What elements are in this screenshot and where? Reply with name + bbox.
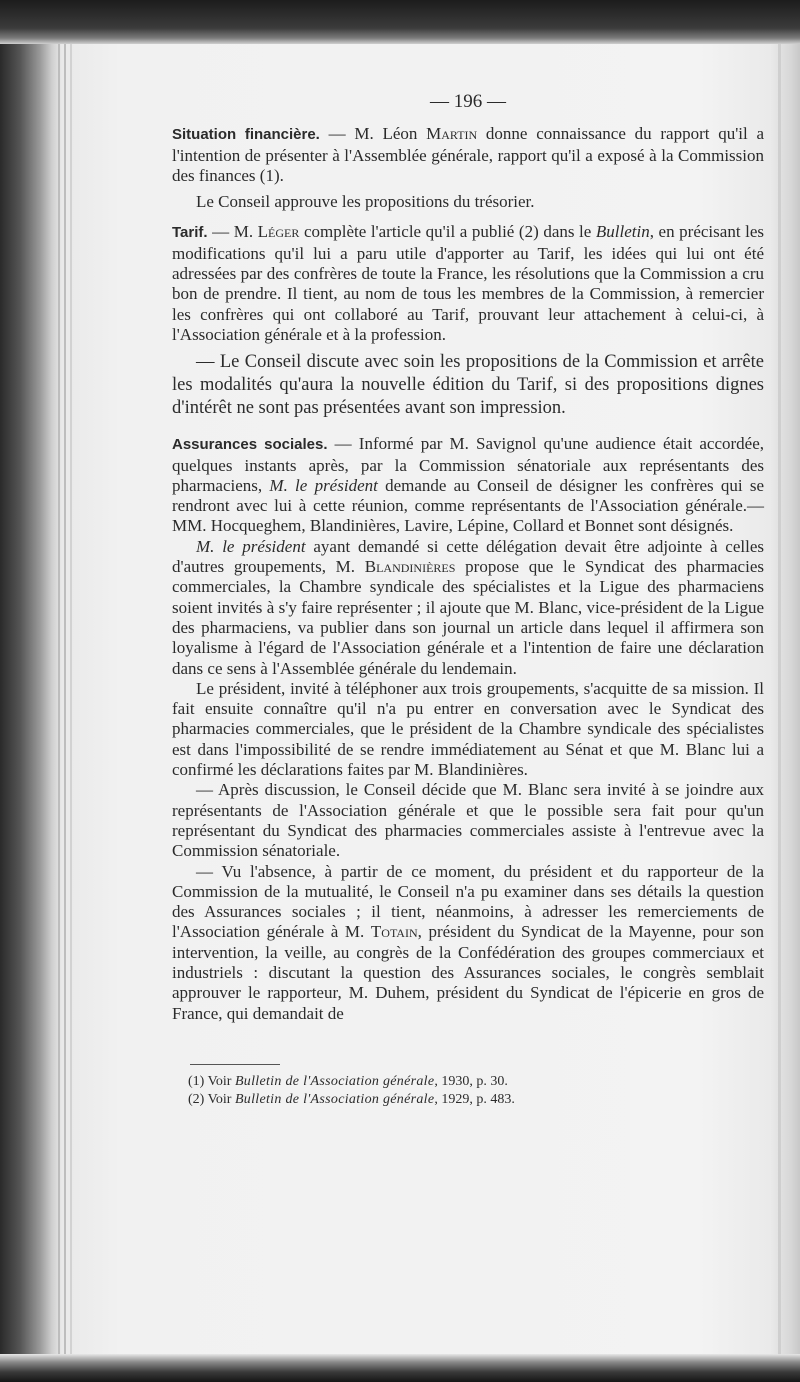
- text: — M. Léon: [319, 124, 427, 144]
- text: , en précisant les modifications qu'il lui a paru utile d'apporter au Tarif, les idées qui lui ont été adressées par des confrères de toute la France, les résolutions que la Commission a cru bon de prendre. Il tient, au nom de tous les membres de la Commission, à remercier les confrères qui ont collaboré au Tarif, prouvant leur attachement à celui-ci, à l'Association générale et à la profession.: [172, 222, 764, 344]
- page-edge-line: [58, 44, 60, 1354]
- text: Voir: [204, 1073, 235, 1089]
- person-name: Blandinières: [364, 557, 456, 577]
- italic-text: Bulletin de l'Association générale: [234, 1091, 435, 1107]
- text: — M.: [207, 222, 258, 242]
- italic-text: Bulletin: [595, 222, 650, 242]
- text: complète l'article qu'il a publié (2) dans le: [299, 222, 596, 242]
- paragraph: [172, 862, 764, 1024]
- page-edge-line: [64, 44, 66, 1354]
- text: , 1930, p. 30.: [434, 1073, 508, 1089]
- paragraph: [172, 537, 764, 679]
- scan-top-edge: [0, 0, 800, 44]
- section-heading: Tarif.: [172, 224, 208, 242]
- person-name: Martin: [426, 124, 478, 144]
- text: donne connaissance du rapport qu'il a l'intention de présenter à l'Assemblée générale, rapport qu'il a exposé à la Commission des finances (1).: [172, 124, 765, 185]
- text: — Informé par M. Savignol qu'une audience était accordée, quelques instants après, par la Commission sénatoriale aux représentants des pharmaciens,: [172, 434, 765, 495]
- footnote: [188, 1073, 764, 1091]
- paragraph: [172, 222, 764, 345]
- text: , président du Syndicat de la Mayenne, pour son intervention, la veille, au congrès de la Confédération des groupes commerciaux et industriels : discutant la question des Assurances sociales, le congrès semblait approuver le rapporteur, M. Duhem, président du Syndicat de l'épicerie en gros de France, qui demandait de: [172, 922, 764, 1023]
- text: — Vu l'absence, à partir de ce moment, du président et du rapporteur de la Commission de la mutualité, le Conseil n'a pu examiner dans ses détails la question des Assurances sociales ; il tient, néanmoins, à adresser les remerciements de l'Association générale à M.: [172, 861, 764, 942]
- text: ayant demandé si cette délégation devait être adjointe à celles d'autres groupements, M.: [172, 536, 764, 577]
- italic-text: M. le président: [196, 536, 306, 556]
- person-name: Totain: [370, 922, 418, 942]
- page-edge-line: [70, 44, 72, 1354]
- document-body: [172, 92, 764, 1109]
- paragraph: Le Conseil approuve les propositions du trésorier.: [196, 192, 535, 212]
- footnote-number: (1): [188, 1073, 205, 1089]
- text: , 1929, p. 483.: [434, 1091, 515, 1107]
- paragraph: Le président, invité à téléphoner aux trois groupements, s'acquitte de sa mission. Il fait ensuite connaître qu'il n'a pu entrer en conversation avec le Syndicat des pharmacies commerciales, que le président de la Chambre syndicale des spécialistes est dans l'impossibilité de se rendre immédiatement au Sénat et que M. Blanc lui a confirmé les déclarations faites par M. Blandinières.: [172, 678, 764, 780]
- footnote: [188, 1091, 764, 1109]
- scan-bottom-edge: [0, 1354, 800, 1382]
- text: Voir: [204, 1091, 235, 1107]
- person-name: Léger: [257, 222, 300, 242]
- section-heading: Assurances sociales.: [172, 436, 328, 454]
- paragraph: — Après discussion, le Conseil décide que M. Blanc sera invité à se joindre aux représentants de l'Association générale et que le possible sera fait pour qu'un représentant du Syndicat des pharmacies commerciales assiste à l'entrevue avec la Commission sénatoriale.: [172, 780, 764, 861]
- paragraph: [172, 434, 764, 536]
- footnote-number: (2): [188, 1091, 205, 1107]
- italic-text: Bulletin de l'Association générale: [234, 1073, 435, 1089]
- paragraph: — Le Conseil discute avec soin les propositions de la Commission et arrête les modalités qu'aura la nouvelle édition du Tarif, si des propositions dignes d'intérêt ne sont pas présentées avant son impression.: [172, 352, 764, 419]
- text: demande au Conseil de désigner les confrères qui se rendront avec lui à cette réunion, comme représentants de l'Association générale.— MM. Hocqueghem, Blandinières, Lavire, Lépine, Collard et Bonnet sont désignés.: [172, 475, 765, 536]
- page-number: — 196 —: [430, 91, 506, 112]
- paragraph: [172, 124, 764, 186]
- italic-text: M. le président: [269, 475, 378, 495]
- section-heading: Situation financière.: [172, 126, 320, 144]
- page-edge-line: [778, 44, 781, 1354]
- text: propose que le Syndicat des pharmacies commerciales, la Chambre syndicale des spécialistes et la Ligue des pharmaciens soient invités à s'y faire représenter ; il ajoute que M. Blanc, vice-président de la Ligue des pharmaciens, va publier dans son journal un article dans lequel il affirmera son loyalisme à l'égard de l'Association générale et a l'intention de faire une déclaration dans ce sens à l'Assemblée générale du lendemain.: [172, 557, 764, 678]
- footnote-divider: [190, 1064, 280, 1065]
